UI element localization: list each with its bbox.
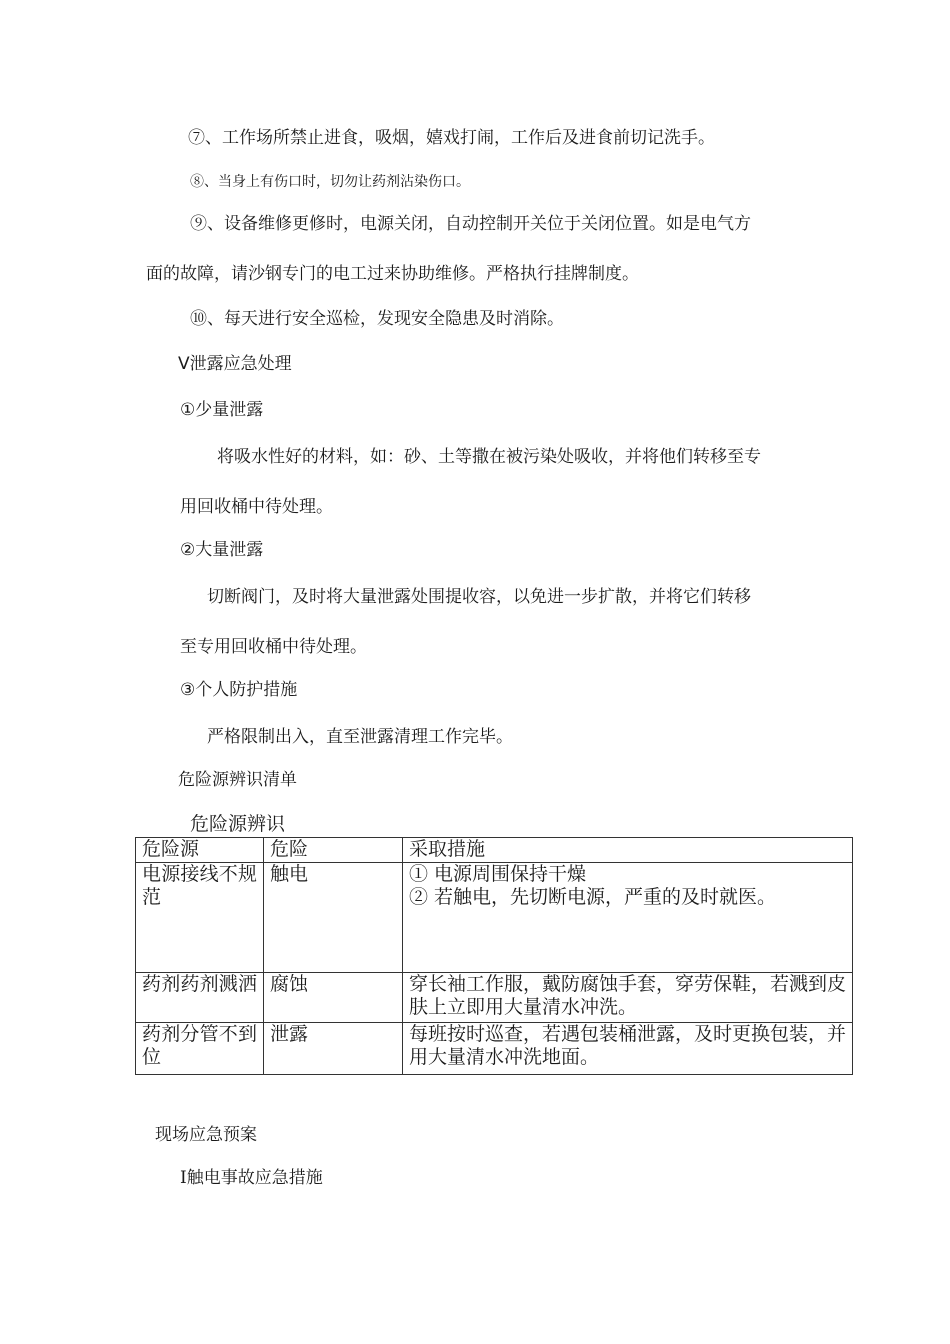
table-row <box>136 863 853 973</box>
measure-line: 每班按时巡查，若遇包装桶泄露，及时更换包装，并用大量清水冲洗地面。 <box>409 1023 847 1068</box>
paragraph-9-line-2: 面的故障，请沙钢专门的电工过来协助维修。严格执行挂牌制度。 <box>146 264 639 284</box>
hazard-table <box>135 837 853 1075</box>
personal-protection-text: 严格限制出入，直至泄露清理工作完毕。 <box>207 727 513 747</box>
small-leak-text-2: 用回收桶中待处理。 <box>180 497 333 517</box>
electric-shock-heading: Ⅰ触电事故应急措施 <box>180 1168 323 1188</box>
table-row <box>136 1023 853 1075</box>
large-leak-text-1: 切断阀门，及时将大量泄露处围提收容，以免进一步扩散，并将它们转移 <box>207 587 751 607</box>
paragraph-7: ⑦、工作场所禁止进食，吸烟，嬉戏打闹，工作后及进食前切记洗手。 <box>188 128 715 148</box>
hazard-cell: 触电 <box>264 863 403 973</box>
paragraph-10: ⑩、每天进行安全巡检，发现安全隐患及时消除。 <box>190 309 564 329</box>
hazard-table-title: 危险源辨识 <box>190 813 286 835</box>
small-leak-title: ①少量泄露 <box>180 400 264 420</box>
source-cell: 药剂分管不到位 <box>136 1023 264 1075</box>
hazard-cell: 泄露 <box>264 1023 403 1075</box>
table-row <box>136 973 853 1023</box>
table-header-row <box>136 838 853 863</box>
measures-cell <box>403 1023 853 1075</box>
measures-cell <box>403 973 853 1023</box>
paragraph-9-line-1: ⑨、设备维修更修时，电源关闭，自动控制开关位于关闭位置。如是电气方 <box>190 214 751 234</box>
measure-line: ① 电源周围保持干燥 <box>409 863 587 885</box>
large-leak-title: ②大量泄露 <box>180 540 264 560</box>
measures-cell <box>403 863 853 973</box>
measure-line: 穿长袖工作服，戴防腐蚀手套，穿劳保鞋，若溅到皮肤上立即用大量清水冲洗。 <box>409 973 847 1018</box>
header-cell: 采取措施 <box>403 838 853 863</box>
source-cell: 药剂药剂溅洒 <box>136 973 264 1023</box>
header-cell: 危险 <box>264 838 403 863</box>
paragraph-8: ⑧、当身上有伤口时，切勿让药剂沾染伤口。 <box>190 174 470 190</box>
hazard-list-heading: 危险源辨识清单 <box>178 770 297 790</box>
leak-section-heading: V泄露应急处理 <box>178 354 292 374</box>
hazard-cell: 腐蚀 <box>264 973 403 1023</box>
personal-protection-title: ③个人防护措施 <box>180 680 298 700</box>
source-cell: 电源接线不规范 <box>136 863 264 973</box>
large-leak-text-2: 至专用回收桶中待处理。 <box>180 637 367 657</box>
header-cell: 危险源 <box>136 838 264 863</box>
measure-line: ② 若触电，先切断电源，严重的及时就医。 <box>409 886 777 908</box>
small-leak-text-1: 将吸水性好的材料，如：砂、土等撒在被污染处吸收，并将他们转移至专 <box>217 447 761 467</box>
emergency-plan-heading: 现场应急预案 <box>155 1125 257 1145</box>
